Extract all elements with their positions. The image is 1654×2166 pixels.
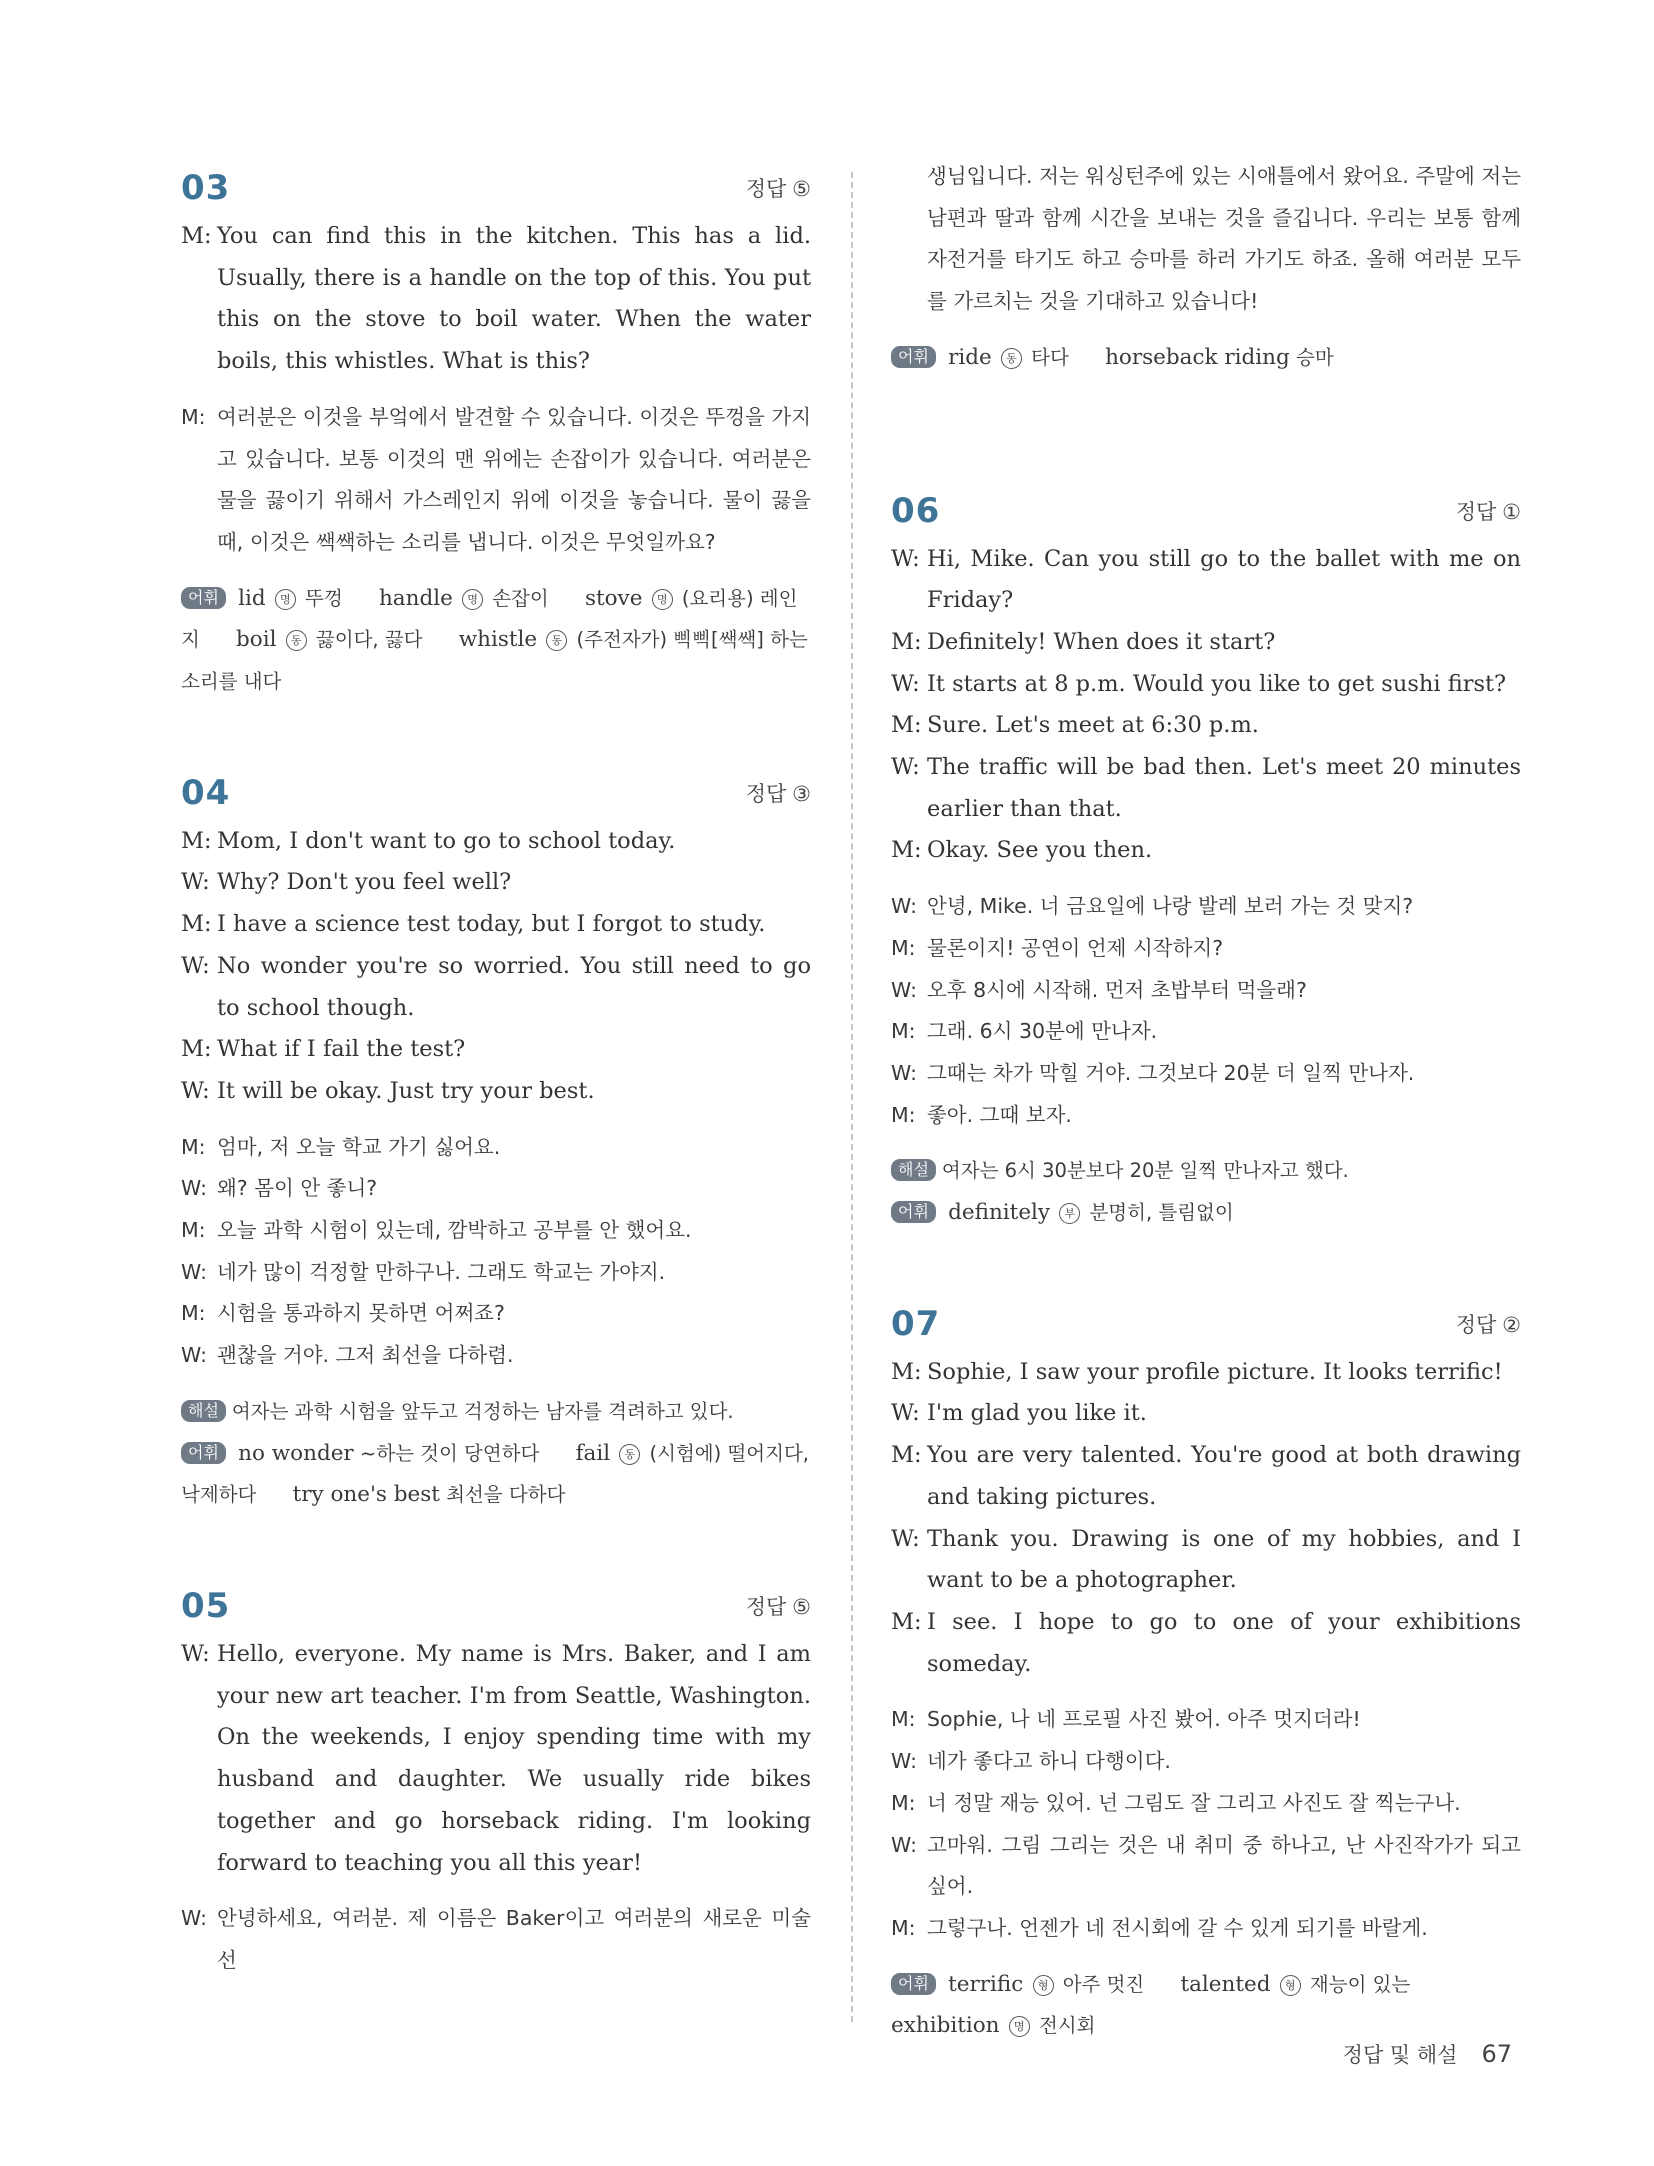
- vocab-meaning: 아주 멋진: [1062, 1972, 1145, 1996]
- vocab-word: handle: [378, 585, 453, 611]
- speaker: M:: [181, 1036, 212, 1063]
- utterance: Okay. See you then.: [927, 837, 1153, 864]
- speaker: W:: [181, 1343, 207, 1368]
- page-footer: [1100, 2034, 1512, 2074]
- dialogue-line-korean: [181, 1168, 811, 1210]
- section-number: 05: [181, 1585, 231, 1626]
- utterance: Sure. Let's meet at 6:30 p.m.: [927, 712, 1259, 739]
- speaker: M:: [891, 1442, 922, 1469]
- utterance: The traffic will be bad then. Let's meet 20 minutes earlier than that.: [927, 754, 1521, 822]
- speaker: W:: [181, 869, 210, 896]
- speaker: M:: [181, 1301, 206, 1326]
- dialogue-line: [181, 946, 811, 1029]
- dialogue-line: [891, 1435, 1521, 1518]
- dialogue-line-korean: [181, 1898, 811, 1981]
- utterance: Thank you. Drawing is one of my hobbies, and I want to be a photographer.: [927, 1525, 1521, 1594]
- dialogue-line: [891, 705, 1521, 747]
- utterance: 시험을 통과하지 못하면 어쩌죠?: [217, 1301, 505, 1326]
- utterance: 생님입니다. 저는 워싱턴주에 있는 시애틀에서 왔어요. 주말에 저는 남편과 딸과 함께 시간을 보내는 것을 즐깁니다. 우리는 보통 함께 자전거를 타기도 하고 승마를 하러 가기도 하죠. 올해 여러분 모두를 가르치는 것을 기대하고 있습니다!: [927, 164, 1521, 314]
- utterance: 그렇구나. 언젠가 네 전시회에 갈 수 있게 되기를 바랄게.: [927, 1915, 1428, 1940]
- utterance: Hello, everyone. My name is Mrs. Baker, and I am your new art teacher. I'm from Seattle, Washington. On the weekends, I enjoy spending time with my husband and daughter. We usually ride bikes together and go horseback riding. I'm looking forward to teaching you all this year!: [217, 1640, 811, 1876]
- dialogue-line-korean: [181, 1335, 811, 1377]
- speaker: W:: [181, 952, 210, 979]
- utterance: 엄마, 저 오늘 학교 가기 싫어요.: [217, 1134, 501, 1159]
- speaker: M:: [891, 935, 916, 960]
- speaker: M:: [181, 404, 206, 429]
- dialogue-line: [891, 622, 1521, 664]
- speaker: M:: [181, 827, 212, 854]
- utterance: 오늘 과학 시험이 있는데, 깜박하고 공부를 안 했어요.: [217, 1218, 692, 1243]
- vocab-meaning: 승마: [1295, 345, 1334, 369]
- footer-label: 정답 및 해설: [1342, 2043, 1458, 2067]
- utterance: 좋아. 그때 보자.: [927, 1102, 1072, 1127]
- speaker: M:: [891, 1915, 916, 1940]
- dialogue-line: [181, 821, 811, 863]
- vocab-badge: 어휘: [181, 1442, 226, 1464]
- utterance: It starts at 8 p.m. Would you like to get sushi first?: [927, 670, 1507, 697]
- explanation-note: [181, 1391, 811, 1433]
- speaker: W:: [181, 1176, 207, 1201]
- utterance: 고마워. 그림 그리는 것은 내 취미 중 하나고, 난 사진작가가 되고 싶어.: [927, 1832, 1521, 1899]
- dialogue-line-korean: [891, 1908, 1521, 1950]
- utterance: 네가 좋다고 하니 다행이다.: [927, 1749, 1171, 1774]
- pos-mark: 형: [1280, 1975, 1301, 1996]
- speaker: M:: [891, 1608, 922, 1635]
- speaker: W:: [891, 545, 920, 572]
- pos-mark: 명: [462, 589, 483, 610]
- speaker: W:: [891, 1832, 917, 1857]
- pos-mark: 동: [286, 630, 307, 651]
- vocab-meaning: (시험에) 떨어지다, 낙제하다: [181, 1441, 809, 1507]
- dialogue-line: [181, 904, 811, 946]
- section-07-header: [891, 1296, 1521, 1352]
- speaker: W:: [891, 1400, 920, 1427]
- dialogue-line: [181, 216, 811, 383]
- speaker: W:: [181, 1906, 207, 1931]
- utterance: I have a science test today, but I forgot to study.: [217, 911, 766, 938]
- vocab-meaning: ~하는 것이 당연하다: [359, 1441, 540, 1465]
- utterance: Hi, Mike. Can you still go to the ballet with me on Friday?: [927, 545, 1521, 614]
- dialogue-line-korean: [181, 1293, 811, 1335]
- vocab-note: [181, 1433, 811, 1516]
- dialogue-line: [891, 1352, 1521, 1394]
- utterance: 그래. 6시 30분에 만나자.: [927, 1019, 1158, 1044]
- answer-label: 정답 ③: [745, 782, 811, 806]
- dialogue-line-korean: [891, 1825, 1521, 1908]
- speaker: W:: [181, 1077, 210, 1104]
- dialogue-line: [891, 664, 1521, 706]
- vocab-badge: 어휘: [891, 1973, 936, 1995]
- speaker: M:: [891, 837, 922, 864]
- vocab-meaning: (주전자가) 삑삑[쌕쌕] 하는 소리를 내다: [181, 628, 808, 694]
- speaker: W:: [181, 1640, 210, 1667]
- utterance: I see. I hope to go to one of your exhibitions someday.: [927, 1608, 1521, 1677]
- utterance: 괜찮을 거야. 그저 최선을 다하렴.: [217, 1343, 514, 1368]
- vocab-word: fail: [575, 1440, 611, 1466]
- section-05-header: [181, 1578, 811, 1634]
- dialogue-line-korean: [891, 1095, 1521, 1137]
- dialogue-line-korean: [891, 928, 1521, 970]
- utterance: 여러분은 이것을 부엌에서 발견할 수 있습니다. 이것은 뚜껑을 가지고 있습니다. 보통 이것의 맨 위에는 손잡이가 있습니다. 여러분은 물을 끓이기 위해서 가스레인지 위에 이것을 놓습니다. 물이 끓을 때, 이것은 쌕쌕하는 소리를 냅니다. 이것은 무엇일까요?: [217, 404, 811, 554]
- vocab-meaning: 타다: [1031, 345, 1069, 369]
- speaker: M:: [891, 1019, 916, 1044]
- page-number: 67: [1481, 2040, 1512, 2068]
- utterance: You are very talented. You're good at both drawing and taking pictures.: [927, 1442, 1521, 1510]
- utterance: Mom, I don't want to go to school today.: [217, 827, 676, 854]
- dialogue-line-korean: [891, 1053, 1521, 1095]
- vocab-meaning: 분명히, 틀림없이: [1089, 1201, 1234, 1225]
- speaker: M:: [181, 911, 212, 938]
- vocab-meaning: 재능이 있는: [1309, 1972, 1411, 1996]
- left-column: [181, 160, 811, 1982]
- dialogue-line-korean: [891, 1699, 1521, 1741]
- speaker: M:: [891, 628, 922, 655]
- pos-mark: 형: [1033, 1975, 1054, 1996]
- utterance: 너 정말 재능 있어. 넌 그림도 잘 그리고 사진도 잘 찍는구나.: [927, 1790, 1461, 1815]
- pos-mark: 동: [1001, 348, 1022, 369]
- vocab-badge: 어휘: [181, 587, 226, 609]
- utterance: 왜? 몸이 안 좋니?: [217, 1176, 378, 1201]
- speaker: M:: [891, 712, 922, 739]
- vocab-word: whistle: [458, 627, 538, 653]
- pos-mark: 부: [1059, 1203, 1080, 1224]
- dialogue-line-korean: [181, 1127, 811, 1169]
- pos-mark: 동: [619, 1444, 640, 1465]
- pos-mark: 명: [1009, 2016, 1030, 2037]
- vocab-meaning: (요리용) 레인지: [181, 586, 798, 652]
- dialogue-line-korean: [181, 1210, 811, 1252]
- dialogue-line-korean: [891, 1783, 1521, 1825]
- speaker: W:: [181, 1259, 207, 1284]
- speaker: M:: [181, 1218, 206, 1243]
- vocab-word: lid: [238, 585, 266, 611]
- dialogue-line-korean: [891, 1011, 1521, 1053]
- vocab-note: [891, 337, 1521, 379]
- answer-label: 정답 ②: [1455, 1313, 1521, 1337]
- vocab-meaning: 끓이다, 끓다: [315, 628, 423, 652]
- vocab-meaning: 손잡이: [492, 586, 549, 610]
- utterance: It will be okay. Just try your best.: [217, 1077, 595, 1104]
- vocab-meaning: 최선을 다하다: [446, 1483, 566, 1507]
- explanation-text: 여자는 과학 시험을 앞두고 걱정하는 남자를 격려하고 있다.: [231, 1399, 734, 1423]
- vocab-word: talented: [1180, 1971, 1271, 1997]
- utterance: 안녕하세요, 여러분. 제 이름은 Baker이고 여러분의 새로운 미술 선: [217, 1906, 811, 1972]
- answer-label: 정답 ⑤: [745, 1595, 811, 1619]
- pos-mark: 동: [546, 630, 567, 651]
- pos-mark: 명: [652, 589, 673, 610]
- utterance: You can find this in the kitchen. This has a lid. Usually, there is a handle on the top of this. You put this on the stove to boil water. When the water boils, this whistles. What is this?: [217, 223, 811, 375]
- speaker: M:: [181, 1134, 206, 1159]
- utterance: Sophie, I saw your profile picture. It looks terrific!: [927, 1358, 1503, 1385]
- utterance: Definitely! When does it start?: [927, 628, 1276, 655]
- utterance: 그때는 차가 막힐 거야. 그것보다 20분 더 일찍 만나자.: [927, 1060, 1415, 1085]
- dialogue-line-korean: [891, 1741, 1521, 1783]
- dialogue-line: [891, 1602, 1521, 1685]
- answer-label: 정답 ①: [1455, 500, 1521, 524]
- utterance: 물론이지! 공연이 언제 시작하지?: [927, 935, 1224, 960]
- utterance: Sophie, 나 네 프로필 사진 봤어. 아주 멋지더라!: [927, 1707, 1361, 1732]
- speaker: M:: [891, 1707, 916, 1732]
- explanation-badge: 해설: [891, 1159, 936, 1181]
- column-divider: [851, 172, 853, 2022]
- vocab-note: [181, 578, 811, 703]
- pos-mark: 명: [275, 589, 296, 610]
- utterance: No wonder you're so worried. You still need to go to school though.: [217, 952, 811, 1021]
- dialogue-line: [891, 539, 1521, 622]
- speaker: M:: [891, 1358, 922, 1385]
- section-number: 04: [181, 772, 231, 813]
- utterance: 안녕, Mike. 너 금요일에 나랑 발레 보러 가는 것 맞지?: [927, 894, 1414, 919]
- vocab-word: terrific: [948, 1971, 1024, 1997]
- speaker: W:: [891, 1525, 920, 1552]
- vocab-word: stove: [584, 585, 643, 611]
- vocab-note: [891, 1192, 1521, 1234]
- vocab-word: try one's best: [292, 1482, 440, 1508]
- section-number: 06: [891, 490, 941, 531]
- section-03-header: [181, 160, 811, 216]
- section-04-header: [181, 765, 811, 821]
- dialogue-line: [181, 1029, 811, 1071]
- dialogue-line-korean: [891, 886, 1521, 928]
- utterance: 오후 8시에 시작해. 먼저 초밥부터 먹을래?: [927, 977, 1307, 1002]
- speaker: M:: [891, 1102, 916, 1127]
- dialogue-line: [181, 1634, 811, 1884]
- section-number: 03: [181, 168, 231, 208]
- vocab-word: ride: [948, 344, 992, 370]
- vocab-word: horseback riding: [1105, 344, 1290, 370]
- section-06-header: [891, 483, 1521, 539]
- right-column: [891, 160, 1521, 2047]
- speaker: M:: [891, 1790, 916, 1815]
- explanation-note: [891, 1150, 1521, 1192]
- speaker: W:: [891, 754, 920, 781]
- dialogue-line-korean: [181, 397, 811, 564]
- vocab-badge: 어휘: [891, 1201, 936, 1223]
- vocab-meaning: 뚜껑: [305, 586, 343, 610]
- dialogue-line: [181, 862, 811, 904]
- explanation-text: 여자는 6시 30분보다 20분 일찍 만나자고 했다.: [941, 1159, 1349, 1183]
- speaker: W:: [891, 670, 920, 697]
- vocab-badge: 어휘: [891, 346, 936, 368]
- dialogue-line-korean: [891, 970, 1521, 1012]
- speaker: W:: [891, 977, 917, 1002]
- speaker: M:: [181, 223, 212, 249]
- utterance: Why? Don't you feel well?: [217, 869, 512, 896]
- dialogue-line-korean-continued: [891, 156, 1521, 323]
- explanation-badge: 해설: [181, 1400, 226, 1422]
- answer-label: 정답 ⑤: [745, 178, 811, 201]
- dialogue-line: [891, 830, 1521, 872]
- dialogue-line: [891, 747, 1521, 830]
- dialogue-line-korean: [181, 1252, 811, 1294]
- dialogue-line: [891, 1393, 1521, 1435]
- vocab-word: no wonder: [238, 1440, 354, 1466]
- speaker: W:: [891, 894, 917, 919]
- utterance: 네가 많이 걱정할 만하구나. 그래도 학교는 가야지.: [217, 1259, 666, 1284]
- utterance: I'm glad you like it.: [927, 1400, 1147, 1427]
- dialogue-line: [891, 1519, 1521, 1602]
- vocab-word: definitely: [948, 1200, 1051, 1226]
- speaker: W:: [891, 1749, 917, 1774]
- dialogue-line: [181, 1071, 811, 1113]
- utterance: What if I fail the test?: [217, 1036, 466, 1063]
- section-number: 07: [891, 1303, 941, 1344]
- speaker: W:: [891, 1060, 917, 1085]
- vocab-meaning: 전시회: [1038, 2014, 1096, 2038]
- vocab-word: exhibition: [891, 2013, 1000, 2039]
- vocab-word: boil: [236, 627, 277, 653]
